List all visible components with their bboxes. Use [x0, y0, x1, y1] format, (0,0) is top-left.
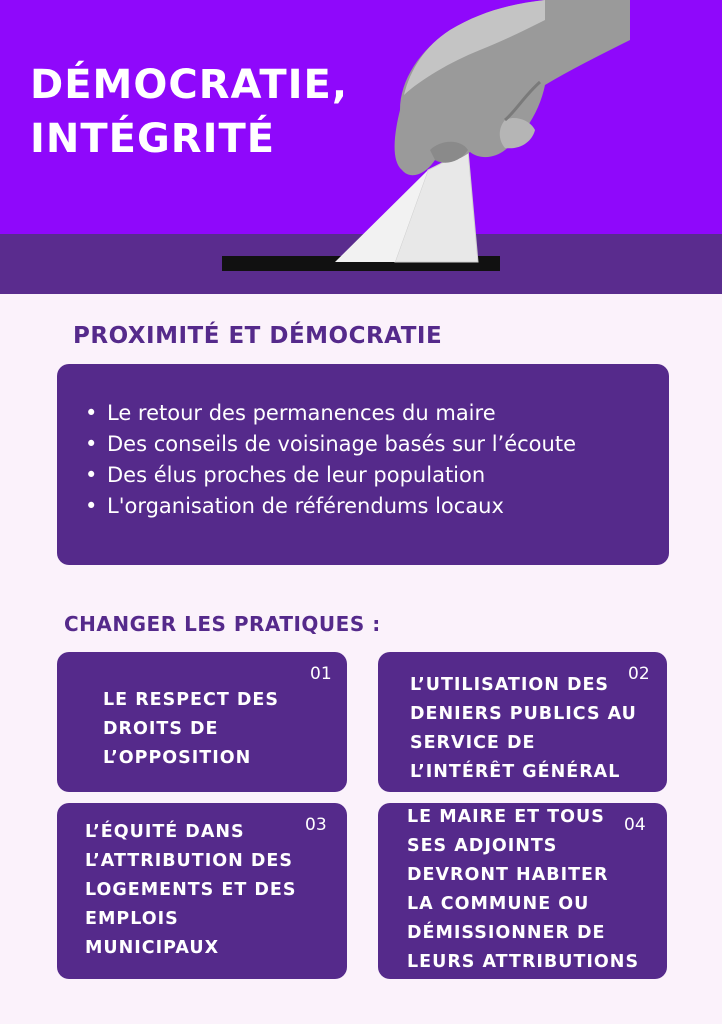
card-number: 01	[310, 664, 332, 684]
card-line: LE MAIRE ET TOUS	[407, 807, 605, 827]
proximite-list	[85, 398, 576, 522]
title-line-1: DÉMOCRATIE,	[30, 62, 349, 108]
practice-card-04	[378, 803, 667, 979]
bullet-icon: •	[85, 432, 98, 456]
card-line: DEVRONT HABITER	[407, 865, 609, 885]
list-item-text: Le retour des permanences du maire	[107, 401, 496, 425]
section-title-pratiques: CHANGER LES PRATIQUES :	[64, 612, 381, 636]
card-line: L’ÉQUITÉ DANS	[85, 822, 245, 842]
card-text	[410, 671, 637, 787]
card-number: 04	[624, 815, 646, 835]
list-item	[85, 491, 576, 522]
card-text	[103, 686, 279, 773]
card-line: LE RESPECT DES	[103, 690, 279, 710]
card-line: DÉMISSIONNER DE	[407, 923, 606, 943]
card-text	[407, 803, 639, 977]
list-item-text: L'organisation de référendums locaux	[107, 494, 504, 518]
card-line: EMPLOIS	[85, 909, 179, 929]
card-line: MUNICIPAUX	[85, 938, 220, 958]
card-number: 03	[305, 815, 327, 835]
bullet-icon: •	[85, 401, 98, 425]
card-line: L’INTÉRÊT GÉNÉRAL	[410, 762, 621, 782]
practice-card-02	[378, 652, 667, 792]
proximite-box	[57, 364, 669, 565]
card-line: LA COMMUNE OU	[407, 894, 590, 914]
card-line: L’OPPOSITION	[103, 748, 252, 768]
practice-card-01	[57, 652, 347, 792]
practice-card-03	[57, 803, 347, 979]
card-line: LOGEMENTS ET DES	[85, 880, 297, 900]
card-line: DROITS DE	[103, 719, 219, 739]
hand-ballot-illustration	[300, 0, 630, 270]
list-item-text: Des élus proches de leur population	[107, 463, 486, 487]
section-title-proximite: PROXIMITÉ ET DÉMOCRATIE	[73, 323, 443, 349]
card-line: SERVICE DE	[410, 733, 536, 753]
card-line: DENIERS PUBLICS AU	[410, 704, 637, 724]
list-item	[85, 398, 576, 429]
card-number: 02	[628, 664, 650, 684]
card-line: SES ADJOINTS	[407, 836, 558, 856]
list-item	[85, 429, 576, 460]
bullet-icon: •	[85, 463, 98, 487]
card-line: LEURS ATTRIBUTIONS	[407, 952, 640, 972]
list-item	[85, 460, 576, 491]
title-line-2: INTÉGRITÉ	[30, 116, 276, 162]
card-line: L’UTILISATION DES	[410, 675, 610, 695]
card-text	[85, 818, 296, 963]
list-item-text: Des conseils de voisinage basés sur l’écoute	[107, 432, 576, 456]
card-line: L’ATTRIBUTION DES	[85, 851, 293, 871]
bullet-icon: •	[85, 494, 98, 518]
